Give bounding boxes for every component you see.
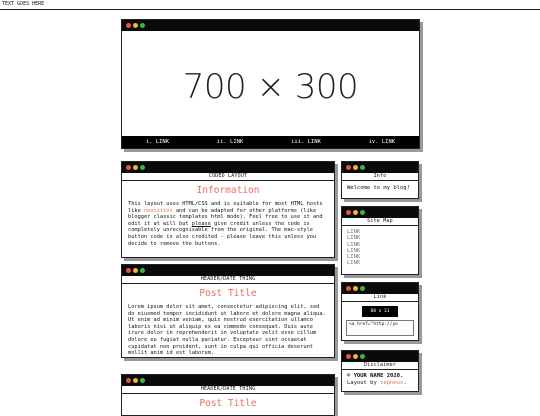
sidebar-caption: Info	[342, 173, 418, 181]
sitemap-link[interactable]: LINK	[347, 260, 361, 267]
minimize-dot-icon[interactable]	[133, 23, 138, 28]
maximize-dot-icon[interactable]	[140, 165, 145, 170]
window-titlebar	[122, 20, 419, 31]
top-bar-text: TEXT GOES HERE	[2, 1, 45, 7]
maximize-dot-icon[interactable]	[140, 378, 145, 383]
sidebar-sitemap-window	[341, 206, 419, 275]
please-underlined: please	[191, 220, 211, 227]
top-bar	[0, 0, 540, 10]
close-dot-icon[interactable]	[126, 268, 131, 273]
minimize-dot-icon[interactable]	[353, 165, 358, 170]
post-title: Post Title	[199, 288, 257, 299]
maximize-dot-icon[interactable]	[140, 268, 145, 273]
window-titlebar	[122, 265, 334, 276]
window-titlebar	[122, 375, 334, 386]
credit-suffix: .	[403, 380, 407, 386]
sitemap-link[interactable]: LINK	[347, 229, 361, 235]
close-dot-icon[interactable]	[126, 165, 131, 170]
post-window	[121, 264, 335, 358]
close-dot-icon[interactable]	[346, 165, 351, 170]
credit-prefix: Layout by	[347, 380, 381, 386]
sitemap-link[interactable]: LINK	[347, 254, 361, 261]
minimize-dot-icon[interactable]	[133, 165, 138, 170]
sidebar-info-window	[341, 161, 419, 199]
post-window	[121, 374, 335, 416]
neocities-link[interactable]: neocities	[143, 207, 173, 214]
sidebar-caption: Site Map	[342, 218, 418, 226]
close-dot-icon[interactable]	[346, 210, 351, 215]
nav-link-1[interactable]: i. LINK	[145, 139, 170, 145]
sitemap-list	[342, 226, 418, 271]
link-button-image[interactable]: 88 x 31	[362, 306, 398, 317]
close-dot-icon[interactable]	[126, 378, 131, 383]
header-image-placeholder	[122, 31, 419, 136]
close-dot-icon[interactable]	[126, 23, 131, 28]
maximize-dot-icon[interactable]	[360, 210, 365, 215]
window-titlebar	[342, 207, 418, 218]
sidebar-caption: Disclaimer	[342, 362, 418, 370]
link-code-textarea[interactable]: <a href="http://yo	[346, 320, 414, 336]
post-body-text: and can be adapted for other platforms (like blogger classic templates html mode). Feel free to use it and edit it at will but	[128, 207, 323, 227]
minimize-dot-icon[interactable]	[353, 354, 358, 359]
main-nav	[122, 136, 419, 148]
minimize-dot-icon[interactable]	[353, 210, 358, 215]
nav-link-4[interactable]: iv. LINK	[368, 139, 396, 145]
info-post-window	[121, 161, 335, 258]
maximize-dot-icon[interactable]	[360, 165, 365, 170]
author-link[interactable]: cepheus	[380, 380, 404, 386]
post-caption: CODED LAYOUT	[122, 173, 334, 181]
close-dot-icon[interactable]	[346, 286, 351, 291]
post-body-text: give credit unless the code is completely unrecognisable from the original. The mac-style button code is also credited - please leave this unless you decide to remove the buttons.	[128, 220, 317, 247]
copyright-line: © YOUR NAME 2020.	[347, 373, 404, 379]
maximize-dot-icon[interactable]	[140, 23, 145, 28]
disclaimer-text	[342, 370, 418, 391]
maximize-dot-icon[interactable]	[360, 286, 365, 291]
post-title: Post Title	[199, 398, 257, 409]
post-body	[122, 201, 334, 247]
window-titlebar	[342, 351, 418, 362]
sidebar-link-window	[341, 282, 419, 341]
post-caption: HEADER/DATE THING	[122, 386, 334, 394]
post-caption: HEADER/DATE THING	[122, 276, 334, 284]
post-body-text: This layout uses HTML/CSS and is suitable for most HTML hosts like	[128, 201, 323, 214]
sitemap-link[interactable]: LINK	[347, 235, 361, 242]
header-image-size-label: 700 × 300	[182, 67, 359, 107]
nav-link-3[interactable]: iii. LINK	[291, 139, 321, 145]
window-titlebar	[122, 162, 334, 173]
window-titlebar	[342, 283, 418, 294]
credit-line	[347, 380, 413, 387]
header-window	[121, 19, 420, 149]
minimize-dot-icon[interactable]	[353, 286, 358, 291]
nav-link-2[interactable]: ii. LINK	[216, 139, 244, 145]
maximize-dot-icon[interactable]	[360, 354, 365, 359]
welcome-text: Welcome to my blog!	[347, 185, 410, 191]
sitemap-link[interactable]: LINK	[347, 241, 361, 248]
minimize-dot-icon[interactable]	[133, 268, 138, 273]
minimize-dot-icon[interactable]	[133, 378, 138, 383]
post-body: Lorem ipsum dolor sit amet, consectetur adipiscing elit, sed do eiusmod tempor incididunt ut labore et dolore magna aliqua. Ut enim ad minim veniam, quis nostrud exercitation ullamco laboris nisi ut aliquip ex ea commodo consequat. Duis aute irure dolor in reprehenderit in voluptate velit esse cillum dolore eu fugiat nulla pariatur. Excepteur sint occaecat cupidatat non proident, sunt in culpa qui officia deserunt mollit anim id est laborum.	[128, 304, 326, 357]
window-titlebar	[342, 162, 418, 173]
sidebar-disclaimer-window	[341, 350, 419, 392]
post-title: Information	[196, 185, 260, 196]
close-dot-icon[interactable]	[346, 354, 351, 359]
sidebar-caption: Link	[342, 294, 418, 302]
sitemap-link[interactable]: LINK	[347, 247, 361, 254]
